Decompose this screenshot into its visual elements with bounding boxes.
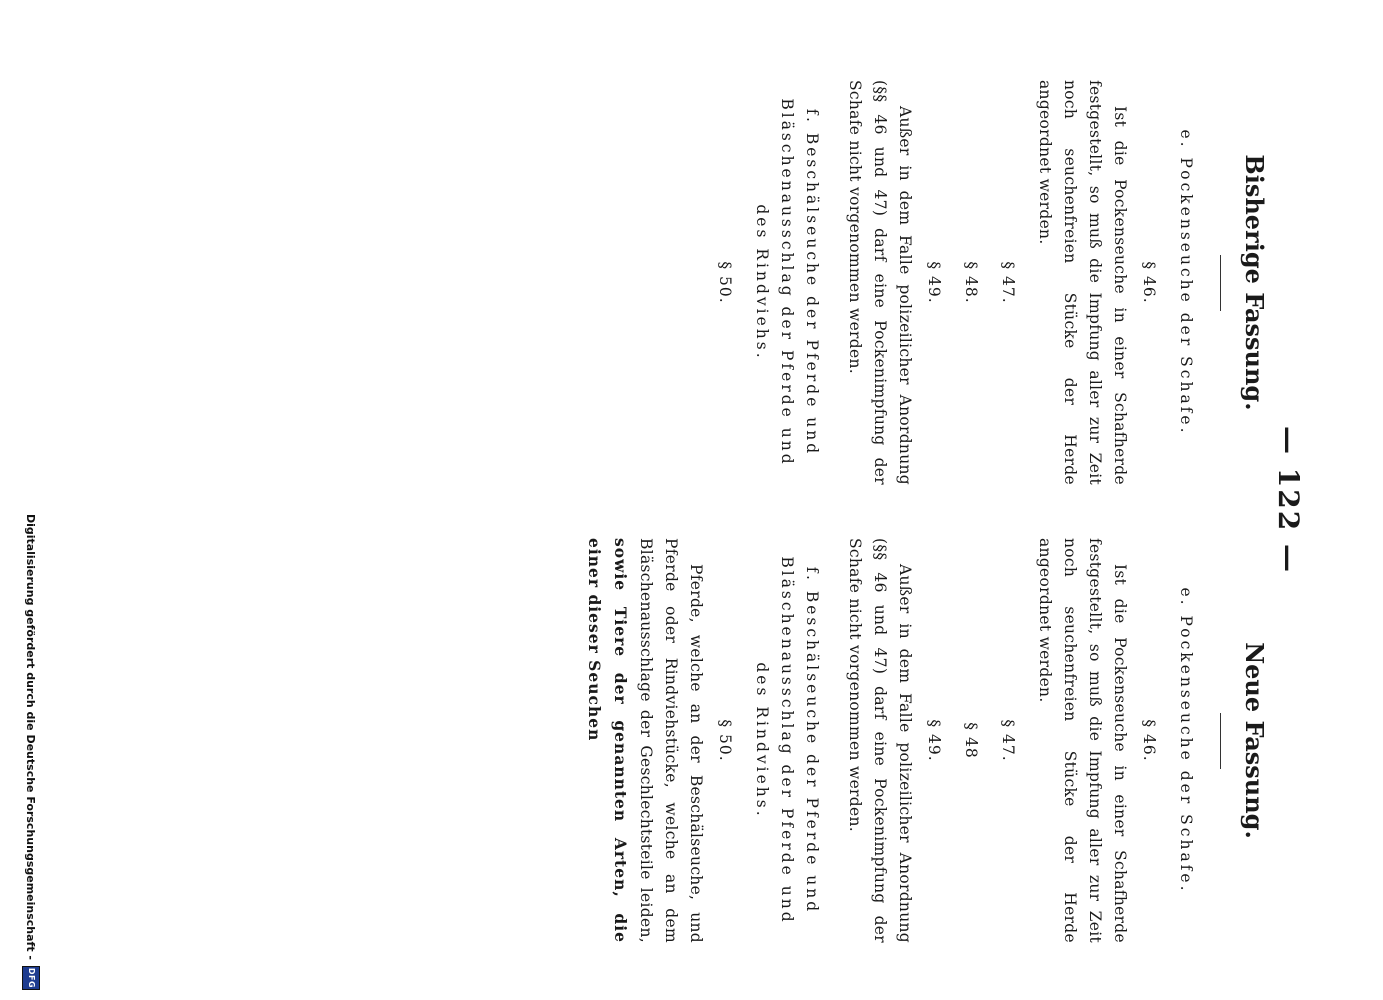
paragraph-text [842,80,917,485]
paragraph-text-run: Außer in dem Falle polizeilicher Anordnung (§§ 46 und 47) darf eine Pockenimpfung der Schafe nicht vorgenommen werden. [846,538,914,943]
column-heading-new: Neue Fassung. [1240,642,1269,839]
column-heading-old: Bisherige Fassung. [1240,154,1269,411]
column-old-version [708,80,1271,485]
paragraph-text-run: Ist die Pockenseuche in einer Schafherde festgestellt, so muß die Impfung aller zur Zeit noch seuchenfreien Stücke der Herde angeordnet werden. [1036,538,1129,943]
paragraph-text-run: Ist die Pockenseuche in einer Schafherde festgestellt, so muß die Impfung aller zur Zeit noch seuchenfreien Stücke der Herde angeordnet werden. [1036,80,1129,485]
paragraph-number: § 46. [1140,719,1158,762]
paragraph-text [842,538,917,943]
digitization-credit [22,350,40,990]
paragraph-text-run: Außer in dem Falle polizeilicher Anordnung (§§ 46 und 47) darf eine Pockenimpfung der Schafe nicht vorgenommen werden. [846,80,914,485]
section-subheading: e. Pockenseuche der Schafe. [1177,129,1195,436]
paragraph-text [1032,538,1132,943]
emphasized-insertion: sowie Tiere der genannten Arten, die einer dieser Seuchen [585,538,630,943]
paragraph-number: § 47. [999,719,1017,762]
section-subheading: e. Pockenseuche der Schafe. [1177,587,1195,894]
column-new-version [581,538,1271,943]
dfg-logo: DFG [22,966,40,990]
column-new-body [581,538,1198,943]
heading-rule [1220,713,1221,769]
paragraph-number: § 47. [999,261,1017,304]
section-subheading: f. Beschälseuche der Pferde und Bläschenausschlag der Pferde und des Rindviehs. [753,98,821,467]
paragraph-text-run: Pferde, welche an der Beschälseuche, und Pferde oder Rindviehstücke, welche an dem Bläschenausschlage der Geschlechtsteile leiden, [637,538,705,943]
paragraph-number: § 49. [925,261,943,304]
paragraph-number: § 50. [716,719,734,762]
paragraph-number: § 49. [925,719,943,762]
paragraph-text [1032,80,1132,485]
paragraph-number: § 46. [1140,261,1158,304]
credit-text: Digitalisierung gefördert durch die Deutsche Forschungsgemeinschaft - [24,513,38,960]
paragraph-number: § 48. [962,261,980,304]
column-old-body [712,80,1198,485]
paragraph-text [581,538,708,943]
page-number: — 122 — [1272,426,1305,574]
section-subheading: f. Beschälseuche der Pferde und Bläschenausschlag der Pferde und des Rindviehs. [753,556,821,925]
heading-rule [1220,255,1221,311]
paragraph-number: § 48 [962,722,980,759]
paragraph-number: § 50. [716,261,734,304]
